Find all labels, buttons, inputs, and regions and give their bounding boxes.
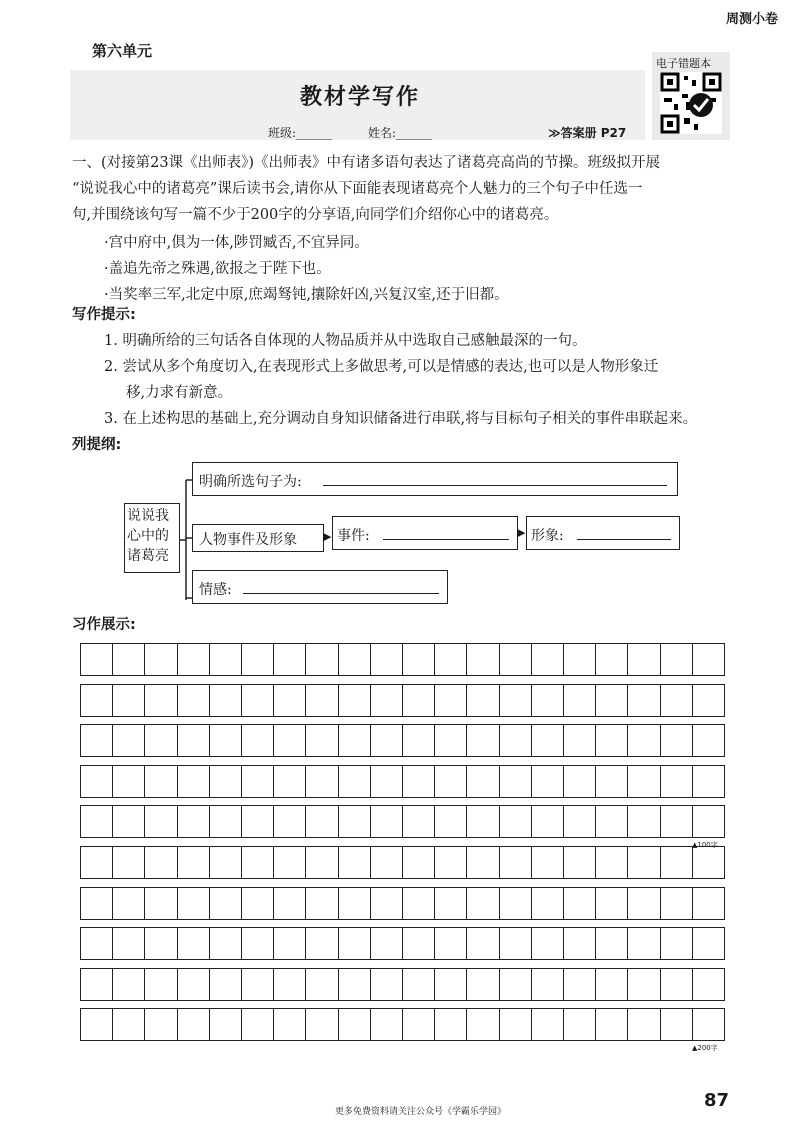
grid-cell[interactable] bbox=[693, 1009, 724, 1040]
grid-cell[interactable] bbox=[81, 644, 113, 675]
grid-cell[interactable] bbox=[435, 847, 467, 878]
grid-cell[interactable] bbox=[81, 888, 113, 919]
grid-cell[interactable] bbox=[242, 1009, 274, 1040]
grid-cell[interactable] bbox=[435, 1009, 467, 1040]
grid-cell[interactable] bbox=[500, 969, 532, 1000]
grid-cell[interactable] bbox=[371, 725, 403, 756]
grid-cell[interactable] bbox=[339, 644, 371, 675]
grid-cell[interactable] bbox=[628, 888, 660, 919]
grid-cell[interactable] bbox=[371, 766, 403, 797]
grid-cell[interactable] bbox=[242, 685, 274, 716]
grid-cell[interactable] bbox=[371, 685, 403, 716]
grid-cell[interactable] bbox=[113, 685, 145, 716]
grid-cell[interactable] bbox=[403, 806, 435, 837]
outline-heading: 列提纲: bbox=[72, 437, 122, 453]
outline-center-box: 说说我 心中的 诸葛亮 bbox=[124, 503, 180, 573]
grid-cell[interactable] bbox=[467, 644, 499, 675]
grid-cell[interactable] bbox=[467, 928, 499, 959]
grid-cell[interactable] bbox=[210, 928, 242, 959]
grid-cell[interactable] bbox=[403, 847, 435, 878]
grid-cell[interactable] bbox=[274, 847, 306, 878]
grid-cell[interactable] bbox=[210, 725, 242, 756]
grid-cell[interactable] bbox=[242, 969, 274, 1000]
grid-cell[interactable] bbox=[113, 928, 145, 959]
grid-cell[interactable] bbox=[661, 685, 693, 716]
grid-cell[interactable] bbox=[145, 766, 177, 797]
grid-cell[interactable] bbox=[210, 806, 242, 837]
grid-cell[interactable] bbox=[210, 847, 242, 878]
sentence-outline-box[interactable]: 明确所选句子为: bbox=[192, 462, 678, 496]
grid-cell[interactable] bbox=[210, 1009, 242, 1040]
grid-cell[interactable] bbox=[339, 1009, 371, 1040]
grid-cell[interactable] bbox=[693, 806, 724, 837]
grid-cell[interactable] bbox=[306, 888, 338, 919]
grid-cell[interactable] bbox=[596, 685, 628, 716]
grid-cell[interactable] bbox=[306, 928, 338, 959]
grid-cell[interactable] bbox=[81, 928, 113, 959]
grid-cell[interactable] bbox=[596, 644, 628, 675]
grid-cell[interactable] bbox=[661, 969, 693, 1000]
grid-cell[interactable] bbox=[178, 644, 210, 675]
grid-cell[interactable] bbox=[306, 806, 338, 837]
grid-cell[interactable] bbox=[564, 685, 596, 716]
grid-cell[interactable] bbox=[532, 685, 564, 716]
grid-cell[interactable] bbox=[178, 685, 210, 716]
grid-cell[interactable] bbox=[178, 928, 210, 959]
grid-cell[interactable] bbox=[242, 847, 274, 878]
grid-cell[interactable] bbox=[693, 766, 724, 797]
grid-row[interactable] bbox=[80, 846, 725, 879]
grid-cell[interactable] bbox=[467, 766, 499, 797]
grid-cell[interactable] bbox=[500, 888, 532, 919]
event-box[interactable]: 事件: bbox=[332, 516, 518, 550]
grid-cell[interactable] bbox=[467, 685, 499, 716]
grid-cell[interactable] bbox=[145, 644, 177, 675]
grid-cell[interactable] bbox=[81, 685, 113, 716]
grid-cell[interactable] bbox=[596, 847, 628, 878]
grid-cell[interactable] bbox=[274, 969, 306, 1000]
grid-cell[interactable] bbox=[693, 928, 724, 959]
grid-row[interactable] bbox=[80, 887, 725, 920]
grid-cell[interactable] bbox=[145, 1009, 177, 1040]
grid-row[interactable] bbox=[80, 805, 725, 838]
grid-row[interactable] bbox=[80, 968, 725, 1001]
grid-cell[interactable] bbox=[81, 1009, 113, 1040]
qr-label: 电子错题本 bbox=[656, 57, 711, 70]
grid-cell[interactable] bbox=[628, 806, 660, 837]
grid-cell[interactable] bbox=[628, 725, 660, 756]
grid-cell[interactable] bbox=[339, 888, 371, 919]
grid-cell[interactable] bbox=[403, 685, 435, 716]
grid-cell[interactable] bbox=[113, 725, 145, 756]
grid-cell[interactable] bbox=[178, 847, 210, 878]
grid-row[interactable] bbox=[80, 1008, 725, 1041]
grid-cell[interactable] bbox=[178, 969, 210, 1000]
grid-cell[interactable] bbox=[242, 725, 274, 756]
grid-cell[interactable] bbox=[306, 969, 338, 1000]
grid-cell[interactable] bbox=[274, 644, 306, 675]
grid-cell[interactable] bbox=[467, 806, 499, 837]
grid-cell[interactable] bbox=[274, 888, 306, 919]
grid-cell[interactable] bbox=[564, 806, 596, 837]
grid-cell[interactable] bbox=[113, 806, 145, 837]
grid-cell[interactable] bbox=[145, 928, 177, 959]
grid-cell[interactable] bbox=[596, 969, 628, 1000]
grid-cell[interactable] bbox=[371, 1009, 403, 1040]
sentence-item: ·宫中府中,俱为一体,陟罚臧否,不宜异同。 bbox=[104, 235, 369, 251]
grid-cell[interactable] bbox=[435, 644, 467, 675]
name-field[interactable]: 姓名:______ bbox=[368, 126, 433, 140]
grid-cell[interactable] bbox=[145, 725, 177, 756]
grid-cell[interactable] bbox=[113, 1009, 145, 1040]
grid-cell[interactable] bbox=[532, 725, 564, 756]
grid-cell[interactable] bbox=[145, 888, 177, 919]
page-title: 教材学写作 bbox=[300, 85, 421, 110]
grid-cell[interactable] bbox=[403, 644, 435, 675]
grid-cell[interactable] bbox=[693, 725, 724, 756]
page-number: 87 bbox=[704, 1090, 730, 1111]
grid-cell[interactable] bbox=[306, 644, 338, 675]
grid-cell[interactable] bbox=[81, 725, 113, 756]
tip-item: 移,力求有新意。 bbox=[126, 385, 233, 401]
grid-row[interactable] bbox=[80, 927, 725, 960]
arrow-icon: ▶ bbox=[517, 526, 526, 539]
grid-cell[interactable] bbox=[661, 725, 693, 756]
grid-cell[interactable] bbox=[532, 806, 564, 837]
grid-cell[interactable] bbox=[371, 806, 403, 837]
grid-cell[interactable] bbox=[210, 766, 242, 797]
grid-cell[interactable] bbox=[210, 888, 242, 919]
grid-cell[interactable] bbox=[467, 847, 499, 878]
grid-cell[interactable] bbox=[693, 847, 724, 878]
check-icon bbox=[686, 92, 716, 118]
grid-cell[interactable] bbox=[500, 766, 532, 797]
grid-cell[interactable] bbox=[339, 847, 371, 878]
grid-cell[interactable] bbox=[628, 644, 660, 675]
grid-cell[interactable] bbox=[628, 928, 660, 959]
grid-cell[interactable] bbox=[661, 766, 693, 797]
tip-item: 3. 在上述构思的基础上,充分调动自身知识储备进行串联,将与目标句子相关的事件串联起来。 bbox=[104, 411, 698, 427]
grid-cell[interactable] bbox=[500, 928, 532, 959]
grid-cell[interactable] bbox=[628, 685, 660, 716]
grid-cell[interactable] bbox=[628, 847, 660, 878]
grid-cell[interactable] bbox=[500, 685, 532, 716]
grid-cell[interactable] bbox=[435, 725, 467, 756]
grid-cell[interactable] bbox=[564, 928, 596, 959]
grid-cell[interactable] bbox=[628, 969, 660, 1000]
grid-cell[interactable] bbox=[532, 928, 564, 959]
grid-cell[interactable] bbox=[403, 969, 435, 1000]
grid-cell[interactable] bbox=[596, 928, 628, 959]
answer-reference: ≫答案册 P27 bbox=[548, 126, 627, 140]
grid-cell[interactable] bbox=[178, 1009, 210, 1040]
grid-cell[interactable] bbox=[81, 847, 113, 878]
people-events-box: 人物事件及形象 bbox=[192, 524, 324, 552]
grid-cell[interactable] bbox=[403, 1009, 435, 1040]
tips-list bbox=[104, 328, 774, 432]
grid-cell[interactable] bbox=[661, 928, 693, 959]
grid-cell[interactable] bbox=[435, 888, 467, 919]
grid-cell[interactable] bbox=[306, 766, 338, 797]
grid-cell[interactable] bbox=[661, 1009, 693, 1040]
grid-cell[interactable] bbox=[306, 725, 338, 756]
grid-cell[interactable] bbox=[564, 644, 596, 675]
unit-label: 第六单元 bbox=[92, 42, 153, 60]
grid-cell[interactable] bbox=[242, 766, 274, 797]
footer-note: 更多免费资料请关注公众号《学霸乐学园》 bbox=[335, 1107, 507, 1117]
grid-cell[interactable] bbox=[178, 725, 210, 756]
grid-cell[interactable] bbox=[661, 888, 693, 919]
grid-cell[interactable] bbox=[306, 685, 338, 716]
grid-cell[interactable] bbox=[339, 806, 371, 837]
grid-cell[interactable] bbox=[210, 644, 242, 675]
grid-cell[interactable] bbox=[178, 806, 210, 837]
grid-cell[interactable] bbox=[435, 806, 467, 837]
grid-cell[interactable] bbox=[693, 685, 724, 716]
grid-cell[interactable] bbox=[371, 644, 403, 675]
grid-cell[interactable] bbox=[661, 806, 693, 837]
grid-cell[interactable] bbox=[467, 1009, 499, 1040]
grid-cell[interactable] bbox=[210, 969, 242, 1000]
grid-cell[interactable] bbox=[564, 725, 596, 756]
grid-cell[interactable] bbox=[274, 806, 306, 837]
grid-cell[interactable] bbox=[564, 1009, 596, 1040]
grid-cell[interactable] bbox=[500, 644, 532, 675]
grid-cell[interactable] bbox=[596, 766, 628, 797]
grid-cell[interactable] bbox=[242, 644, 274, 675]
grid-cell[interactable] bbox=[693, 644, 724, 675]
grid-cell[interactable] bbox=[435, 685, 467, 716]
grid-cell[interactable] bbox=[113, 644, 145, 675]
grid-cell[interactable] bbox=[500, 1009, 532, 1040]
grid-row[interactable] bbox=[80, 643, 725, 676]
grid-cell[interactable] bbox=[274, 1009, 306, 1040]
grid-row[interactable] bbox=[80, 684, 725, 717]
grid-cell[interactable] bbox=[339, 725, 371, 756]
grid-cell[interactable] bbox=[532, 644, 564, 675]
word-count-mark-100: ▲100字 bbox=[692, 841, 718, 849]
grid-cell[interactable] bbox=[403, 888, 435, 919]
tip-item: 1. 明确所给的三句话各自体现的人物品质并从中选取自己感触最深的一句。 bbox=[104, 333, 587, 349]
emotion-box[interactable]: 情感: bbox=[192, 570, 448, 604]
grid-cell[interactable] bbox=[145, 806, 177, 837]
grid-cell[interactable] bbox=[661, 847, 693, 878]
grid-cell[interactable] bbox=[532, 847, 564, 878]
grid-cell[interactable] bbox=[210, 685, 242, 716]
grid-cell[interactable] bbox=[274, 685, 306, 716]
grid-cell[interactable] bbox=[306, 847, 338, 878]
grid-cell[interactable] bbox=[371, 888, 403, 919]
grid-cell[interactable] bbox=[81, 766, 113, 797]
grid-cell[interactable] bbox=[113, 847, 145, 878]
grid-cell[interactable] bbox=[532, 888, 564, 919]
grid-cell[interactable] bbox=[564, 888, 596, 919]
grid-cell[interactable] bbox=[339, 766, 371, 797]
sentence-item: ·盖追先帝之殊遇,欲报之于陛下也。 bbox=[104, 261, 331, 277]
grid-cell[interactable] bbox=[339, 685, 371, 716]
grid-cell[interactable] bbox=[500, 806, 532, 837]
grid-cell[interactable] bbox=[371, 969, 403, 1000]
grid-cell[interactable] bbox=[596, 806, 628, 837]
grid-cell[interactable] bbox=[403, 928, 435, 959]
grid-cell[interactable] bbox=[693, 888, 724, 919]
grid-cell[interactable] bbox=[113, 969, 145, 1000]
writing-heading: 习作展示: bbox=[72, 617, 136, 633]
word-count-mark-200: ▲200字 bbox=[692, 1044, 718, 1052]
grid-cell[interactable] bbox=[564, 969, 596, 1000]
grid-cell[interactable] bbox=[500, 725, 532, 756]
grid-cell[interactable] bbox=[178, 888, 210, 919]
grid-cell[interactable] bbox=[435, 766, 467, 797]
grid-cell[interactable] bbox=[371, 928, 403, 959]
grid-cell[interactable] bbox=[113, 766, 145, 797]
grid-cell[interactable] bbox=[596, 725, 628, 756]
grid-cell[interactable] bbox=[661, 644, 693, 675]
sentence-list bbox=[104, 230, 509, 308]
grid-cell[interactable] bbox=[371, 847, 403, 878]
grid-cell[interactable] bbox=[564, 766, 596, 797]
grid-cell[interactable] bbox=[467, 888, 499, 919]
tips-heading: 写作提示: bbox=[72, 307, 136, 323]
grid-cell[interactable] bbox=[467, 969, 499, 1000]
class-field[interactable]: 班级:______ bbox=[268, 126, 333, 140]
arrow-icon: ▶ bbox=[323, 530, 332, 543]
grid-cell[interactable] bbox=[274, 766, 306, 797]
grid-cell[interactable] bbox=[242, 928, 274, 959]
grid-row[interactable] bbox=[80, 724, 725, 757]
grid-cell[interactable] bbox=[274, 928, 306, 959]
question-prompt: 一、(对接第23课《出师表》)《出师表》中有诸多语句表达了诸葛亮高尚的节操。班级拟开展 “说说我心中的诸葛亮”课后读书会,请你从下面能表现诸葛亮个人魅力的三个句子中任选一 句,并围绕该句写一篇不少于200字的分享语,向同学们介绍你心中的诸葛亮。 bbox=[72, 155, 661, 223]
grid-cell[interactable] bbox=[628, 1009, 660, 1040]
grid-cell[interactable] bbox=[532, 1009, 564, 1040]
grid-cell[interactable] bbox=[532, 766, 564, 797]
grid-cell[interactable] bbox=[403, 766, 435, 797]
grid-cell[interactable] bbox=[145, 847, 177, 878]
grid-cell[interactable] bbox=[113, 888, 145, 919]
grid-cell[interactable] bbox=[242, 806, 274, 837]
grid-cell[interactable] bbox=[564, 847, 596, 878]
grid-cell[interactable] bbox=[339, 969, 371, 1000]
grid-cell[interactable] bbox=[403, 725, 435, 756]
grid-cell[interactable] bbox=[532, 969, 564, 1000]
grid-cell[interactable] bbox=[596, 1009, 628, 1040]
grid-cell[interactable] bbox=[596, 888, 628, 919]
grid-cell[interactable] bbox=[435, 928, 467, 959]
grid-cell[interactable] bbox=[178, 766, 210, 797]
grid-cell[interactable] bbox=[435, 969, 467, 1000]
grid-cell[interactable] bbox=[81, 969, 113, 1000]
grid-cell[interactable] bbox=[693, 969, 724, 1000]
grid-cell[interactable] bbox=[242, 888, 274, 919]
grid-cell[interactable] bbox=[339, 928, 371, 959]
grid-row[interactable] bbox=[80, 765, 725, 798]
sentence-item: ·当奖率三军,北定中原,庶竭驽钝,攘除奸凶,兴复汉室,还于旧都。 bbox=[104, 287, 509, 303]
grid-cell[interactable] bbox=[274, 725, 306, 756]
grid-cell[interactable] bbox=[628, 766, 660, 797]
grid-cell[interactable] bbox=[81, 806, 113, 837]
section-tag: 周测小卷 bbox=[725, 12, 778, 27]
grid-cell[interactable] bbox=[145, 685, 177, 716]
image-box[interactable]: 形象: bbox=[526, 516, 680, 550]
tip-item: 2. 尝试从多个角度切入,在表现形式上多做思考,可以是情感的表达,也可以是人物形象迁 bbox=[104, 359, 659, 375]
grid-cell[interactable] bbox=[145, 969, 177, 1000]
grid-cell[interactable] bbox=[306, 1009, 338, 1040]
grid-cell[interactable] bbox=[500, 847, 532, 878]
grid-cell[interactable] bbox=[467, 725, 499, 756]
